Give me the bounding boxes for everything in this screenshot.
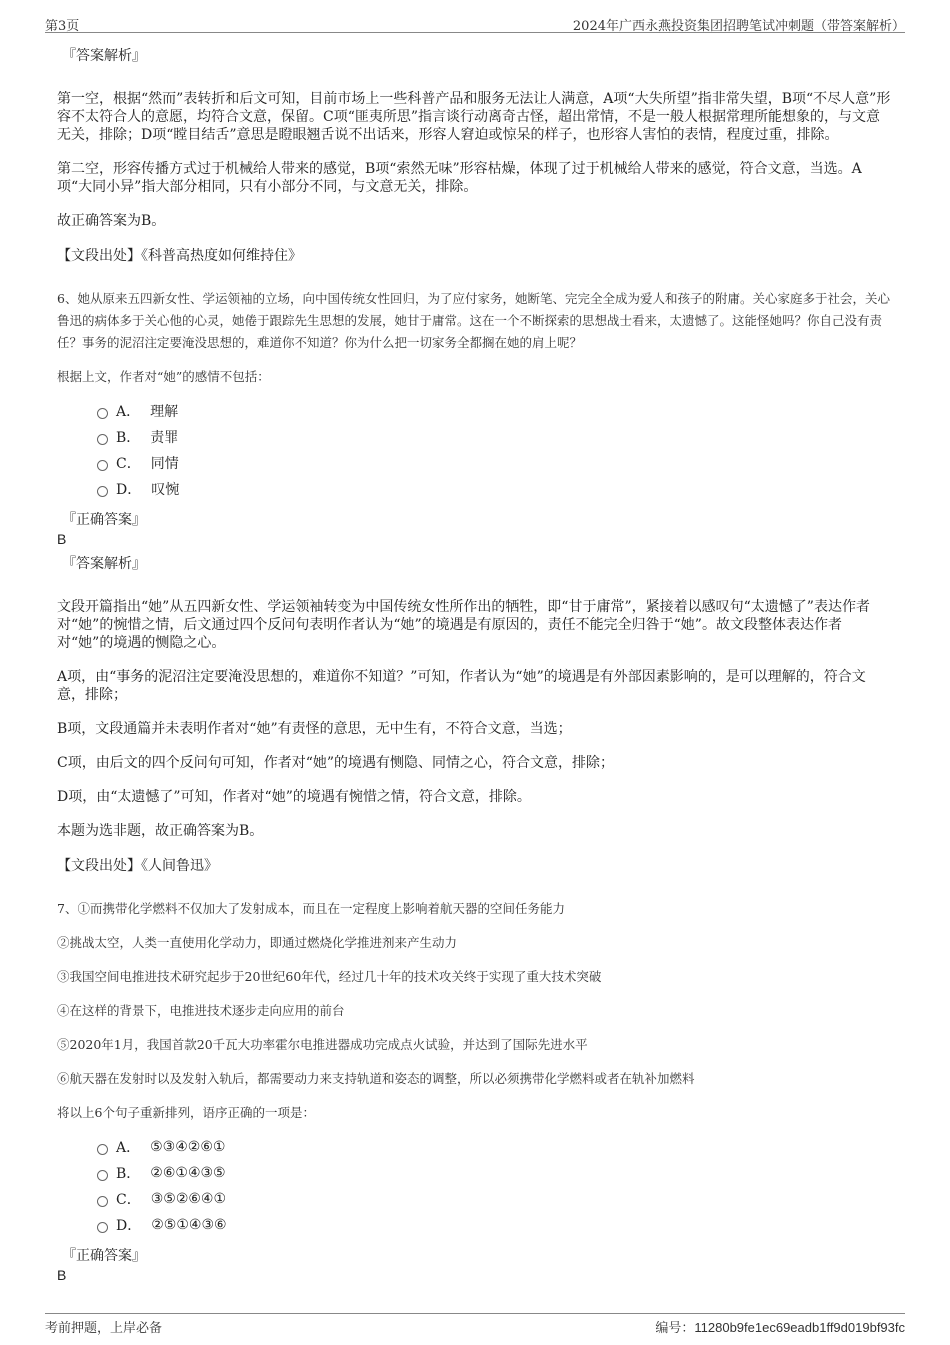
- radio-icon[interactable]: [97, 1222, 108, 1233]
- radio-icon[interactable]: [97, 486, 108, 497]
- radio-icon[interactable]: [97, 1196, 108, 1207]
- analysis-paragraph: B项，文段通篇并未表明作者对“她”有责怪的意思，无中生有，不符合文意，当选；: [57, 721, 572, 737]
- question-7-sentence: 7、①而携带化学燃料不仅加大了发射成本，而且在一定程度上影响着航天器的空间任务能力: [57, 901, 565, 916]
- question-7-sentence: ④在这样的背景下，电推进技术逐步走向应用的前台: [57, 1003, 345, 1018]
- correct-answer-label: 『正确答案』: [62, 512, 146, 528]
- document-title: 2024年广西永燕投资集团招聘笔试冲刺题（带答案解析）: [572, 19, 905, 34]
- source-citation: 【文段出处】《科普高热度如何维持住》: [57, 248, 302, 264]
- question-6-stem: 6、她从原来五四新女性、学运领袖的立场，向中国传统女性回归，为了应付家务，她断笔、完完全全成为爱人和孩子的附庸。关心家庭多于社会，关心鲁迅的病体多于关心他的心灵，她倦于跟踪先生思想的发展，她甘于庸常。这在一个不断探索的思想战士看来，太遗憾了。这能怪她吗？你自己没有责任？事务的泥沼注定要淹没思想的，难道你不知道？你为什么把一切家务全都搁在她的肩上呢？: [57, 291, 890, 350]
- option-d[interactable]: D． 叹惋: [97, 476, 892, 502]
- analysis-paragraph: 第一空，根据“然而”表转折和后文可知，目前市场上一些科普产品和服务无法让人满意，A项“大失所望”指非常失望，B项“不尽人意”形容不太符合人的意愿，均符合文意，保留。C项“匪夷所思”指言谈行动离奇古怪，超出常情，不是一般人根据常理所能想象的，与文意无关，排除；D项“瞠目结舌”意思是瞪眼翘舌说不出话来，形容人窘迫或惊呆的样子，也形容人害怕的表情，程度过重，排除。: [57, 91, 891, 143]
- correct-answer: B: [57, 531, 67, 547]
- radio-icon[interactable]: [97, 434, 108, 445]
- correct-answer: B: [57, 1267, 67, 1283]
- analysis-paragraph: C项，由后文的四个反问句可知，作者对“她”的境遇有恻隐、同情之心，符合文意，排除；: [57, 755, 615, 771]
- option-b[interactable]: B． ②⑥①④③⑤: [97, 1160, 892, 1186]
- question-7-options: [97, 1134, 892, 1238]
- option-a[interactable]: A． ⑤③④②⑥①: [97, 1134, 892, 1160]
- radio-icon[interactable]: [97, 1170, 108, 1181]
- analysis-conclusion: 故正确答案为B。: [57, 213, 166, 229]
- analysis-paragraph: 第二空，形容传播方式过于机械给人带来的感觉，B项“索然无味”形容枯燥，体现了过于机械给人带来的感觉，符合文意，当选。A项“大同小异”指大部分相同，只有小部分不同，与文意无关，排除。: [57, 161, 862, 195]
- question-7-sentence: ⑥航天器在发射时以及发射入轨后，都需要动力来支持轨道和姿态的调整，所以必须携带化学燃料或者在轨补加燃料: [57, 1071, 695, 1086]
- analysis-paragraph: D项，由“太遗憾了”可知，作者对“她”的境遇有惋惜之情，符合文意，排除。: [57, 789, 531, 805]
- main-content: [57, 46, 892, 1290]
- question-7-sentence: ⑤2020年1月，我国首款20千瓦大功率霍尔电推进器成功完成点火试验，并达到了国际先进水平: [57, 1037, 588, 1052]
- radio-icon[interactable]: [97, 1144, 108, 1155]
- analysis-conclusion: 本题为选非题，故正确答案为B。: [57, 823, 264, 839]
- option-a[interactable]: A． 理解: [97, 398, 892, 424]
- analysis-paragraph: 文段开篇指出“她”从五四新女性、学运领袖转变为中国传统女性所作出的牺牲，即“甘于庸常”，紧接着以感叹句“太遗憾了”表达作者对“她”的惋惜之情，后文通过四个反问句表明作者认为“她”的境遇是有原因的，责任不能完全归咎于“她”。故文段整体表达作者对“她”的境遇的恻隐之心。: [57, 599, 870, 651]
- option-b[interactable]: B． 责罪: [97, 424, 892, 450]
- document-id: 编号：11280b9fe1ec69eadb1ff9d019bf93fc: [655, 1320, 905, 1335]
- analysis-label: 『答案解析』: [62, 556, 146, 572]
- footer-slogan: 考前押题，上岸必备: [45, 1321, 163, 1336]
- analysis-paragraph: A项，由“事务的泥沼注定要淹没思想的，难道你不知道？”可知，作者认为“她”的境遇是有外部因素影响的，是可以理解的，符合文意，排除；: [57, 669, 866, 703]
- analysis-label: 『答案解析』: [62, 48, 146, 64]
- radio-icon[interactable]: [97, 460, 108, 471]
- radio-icon[interactable]: [97, 408, 108, 419]
- option-d[interactable]: D． ②⑤①④③⑥: [97, 1212, 892, 1238]
- page-header: [45, 12, 905, 33]
- question-6-options: [97, 398, 892, 502]
- question-7-sentence: ②挑战太空，人类一直使用化学动力，即通过燃烧化学推进剂来产生动力: [57, 935, 458, 950]
- option-c[interactable]: C． 同情: [97, 450, 892, 476]
- correct-answer-label: 『正确答案』: [62, 1248, 146, 1264]
- question-7-prompt: 将以上6个句子重新排列，语序正确的一项是：: [57, 1105, 315, 1120]
- source-citation: 【文段出处】《人间鲁迅》: [57, 858, 218, 874]
- page-footer: [45, 1313, 905, 1336]
- question-6-prompt: 根据上文，作者对“她”的感情不包括：: [57, 369, 270, 384]
- page-number: 第3页: [45, 19, 80, 34]
- option-c[interactable]: C． ③⑤②⑥④①: [97, 1186, 892, 1212]
- question-7-sentence: ③我国空间电推进技术研究起步于20世纪60年代，经过几十年的技术攻关终于实现了重大技术突破: [57, 969, 602, 984]
